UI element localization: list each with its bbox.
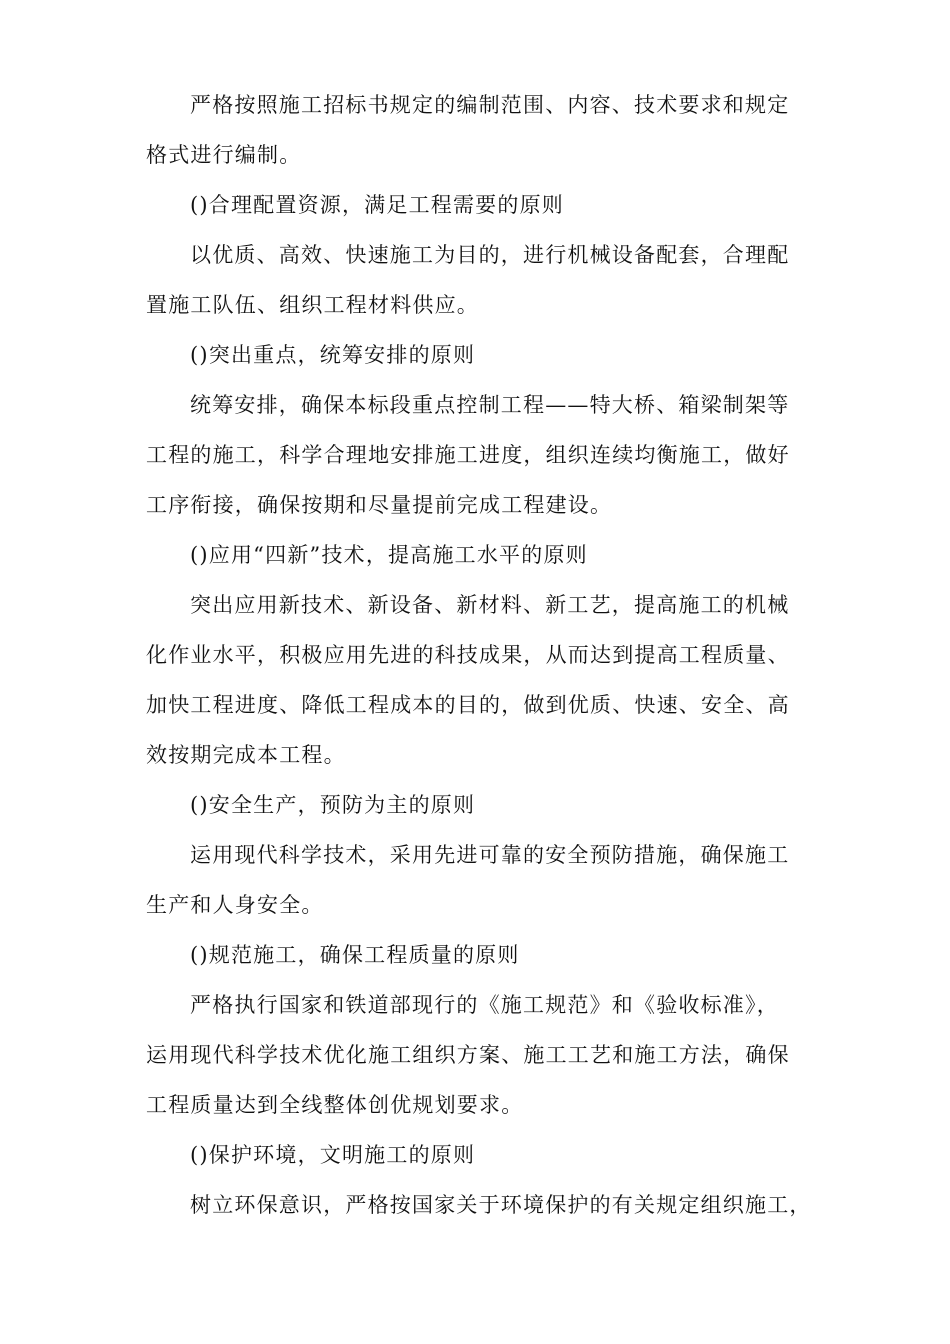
text-line: 生产和人身安全。 [146, 893, 324, 917]
text-line: 运用现代科学技术，采用先进可靠的安全预防措施，确保施工 [190, 843, 790, 867]
text-line: 工程的施工，科学合理地安排施工进度，组织连续均衡施工，做好 [146, 443, 790, 467]
text-line: 格式进行编制。 [146, 143, 302, 167]
text-line: 加快工程进度、降低工程成本的目的，做到优质、快速、安全、高 [146, 693, 790, 717]
text-line: 置施工队伍、组织工程材料供应。 [146, 293, 479, 317]
text-line: 严格执行国家和铁道部现行的《施工规范》和《验收标准》， [190, 993, 779, 1017]
text-line: 化作业水平，积极应用先进的科技成果，从而达到提高工程质量、 [146, 643, 790, 667]
text-line: 树立环保意识，严格按国家关于环境保护的有关规定组织施工， [190, 1193, 812, 1217]
text-line: 统筹安排，确保本标段重点控制工程——特大桥、箱梁制架等 [190, 393, 790, 417]
text-line: 运用现代科学技术优化施工组织方案、施工工艺和施工方法，确保 [146, 1043, 790, 1067]
text-line: 工程质量达到全线整体创优规划要求。 [146, 1093, 524, 1117]
text-line: 以优质、高效、快速施工为目的，进行机械设备配套，合理配 [190, 243, 790, 267]
text-line: 工序衔接，确保按期和尽量提前完成工程建设。 [146, 493, 613, 517]
section-heading: ()安全生产，预防为主的原则 [190, 793, 476, 817]
section-heading: ()合理配置资源，满足工程需要的原则 [190, 193, 564, 217]
text-line: 效按期完成本工程。 [146, 743, 346, 767]
text-line: 突出应用新技术、新设备、新材料、新工艺，提高施工的机械 [190, 593, 790, 617]
section-heading: ()规范施工，确保工程质量的原则 [190, 943, 520, 967]
section-heading: ()应用“四新”技术，提高施工水平的原则 [190, 543, 588, 567]
section-heading: ()突出重点，统筹安排的原则 [190, 343, 476, 367]
section-heading: ()保护环境，文明施工的原则 [190, 1143, 476, 1167]
text-line: 严格按照施工招标书规定的编制范围、内容、技术要求和规定 [190, 93, 790, 117]
